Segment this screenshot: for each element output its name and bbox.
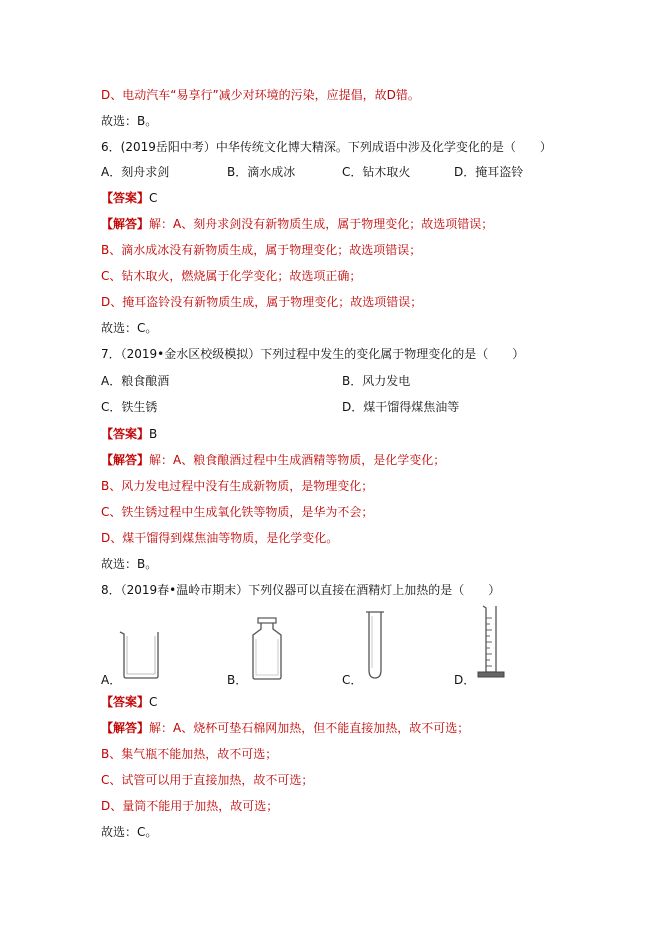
q6-stem: 6．(2019岳阳中考）中华传统文化博大精深。下列成语中涉及化学变化的是（ ）	[101, 140, 552, 154]
q8-analysis-2: B、集气瓶不能加热，故不可选；	[101, 747, 278, 761]
q8-answer-value: C	[149, 695, 158, 709]
q6-answer-value: C	[149, 191, 158, 205]
q7-answer-value: B	[149, 427, 158, 441]
q6-option-b: B．滴水成冰	[227, 165, 296, 179]
q6-option-c: C．钻木取火	[342, 165, 411, 179]
q6-answer-tag: 【答案】	[101, 191, 150, 205]
q6-analysis-4: D、掩耳盗铃没有新物质生成，属于物理变化；故选项错误；	[101, 295, 423, 309]
q8-option-b: B．	[227, 673, 248, 687]
gas-jar-icon	[250, 617, 284, 681]
q8-stem: 8．（2019春•温岭市期末）下列仪器可以直接在酒精灯上加热的是（ ）	[101, 583, 501, 597]
q8-analysis-4: D、量筒不能用于加热，故可选；	[101, 799, 279, 813]
beaker-icon	[118, 628, 164, 680]
q7-option-c: C．铁生锈	[101, 400, 158, 414]
q7-option-d: D．煤干馏得煤焦油等	[342, 400, 460, 414]
q8-option-a: A．	[101, 673, 122, 687]
q6-analysis-3: C、钻木取火，燃烧属于化学变化；故选项正确；	[101, 269, 362, 283]
q8-analysis-tag: 【解答】	[101, 721, 150, 735]
q6-answer	[101, 190, 157, 206]
q7-choose: 故选：B。	[101, 557, 158, 571]
q6-analysis-tag: 【解答】	[101, 217, 150, 231]
q8-answer	[101, 694, 157, 710]
q6-analysis-2: B、滴水成冰没有新物质生成，属于物理变化；故选项错误；	[101, 243, 422, 257]
q7-answer-tag: 【答案】	[101, 427, 150, 441]
q7-option-a: A．粮食酿酒	[101, 374, 170, 388]
q7-analysis-3: C、铁生锈过程中生成氧化铁等物质，是华为不会；	[101, 505, 374, 519]
q7-analysis-tag: 【解答】	[101, 453, 150, 467]
q7-answer	[101, 426, 157, 442]
q8-analysis-3: C、试管可以用于直接加热，故不可选；	[101, 773, 314, 787]
q8-option-c: C．	[342, 673, 363, 687]
test-tube-icon	[364, 610, 386, 680]
q7-analysis-4: D、煤干馏得到煤焦油等物质，是化学变化。	[101, 531, 339, 545]
graduated-cylinder-icon	[476, 604, 506, 680]
q7-analysis-text-1: 解：A、粮食酿酒过程中生成酒精等物质，是化学变化；	[149, 453, 446, 467]
q8-option-d: D．	[454, 673, 476, 687]
q6-option-d: D．掩耳盗铃	[454, 165, 524, 179]
q7-analysis-2: B、风力发电过程中没有生成新物质，是物理变化；	[101, 479, 374, 493]
prev-option-d-analysis: D、电动汽车“易享行”减少对环境的污染，应提倡，故D错。	[101, 88, 420, 102]
q7-option-b: B．风力发电	[342, 374, 411, 388]
q8-choose: 故选：C。	[101, 825, 158, 839]
q6-analysis-text-1: 解：A、刻舟求剑没有新物质生成，属于物理变化；故选项错误；	[149, 217, 494, 231]
q6-analysis-1	[101, 216, 493, 232]
prev-choose: 故选：B。	[101, 114, 158, 128]
q8-analysis-1	[101, 720, 469, 736]
q8-analysis-text-1: 解：A、烧杯可垫石棉网加热，但不能直接加热，故不可选；	[149, 721, 470, 735]
q7-analysis-1	[101, 452, 445, 468]
q8-answer-tag: 【答案】	[101, 695, 150, 709]
q7-stem: 7．（2019•金水区校级模拟）下列过程中发生的变化属于物理变化的是（ ）	[101, 347, 525, 361]
q6-choose: 故选：C。	[101, 321, 158, 335]
q6-option-a: A．刻舟求剑	[101, 165, 170, 179]
